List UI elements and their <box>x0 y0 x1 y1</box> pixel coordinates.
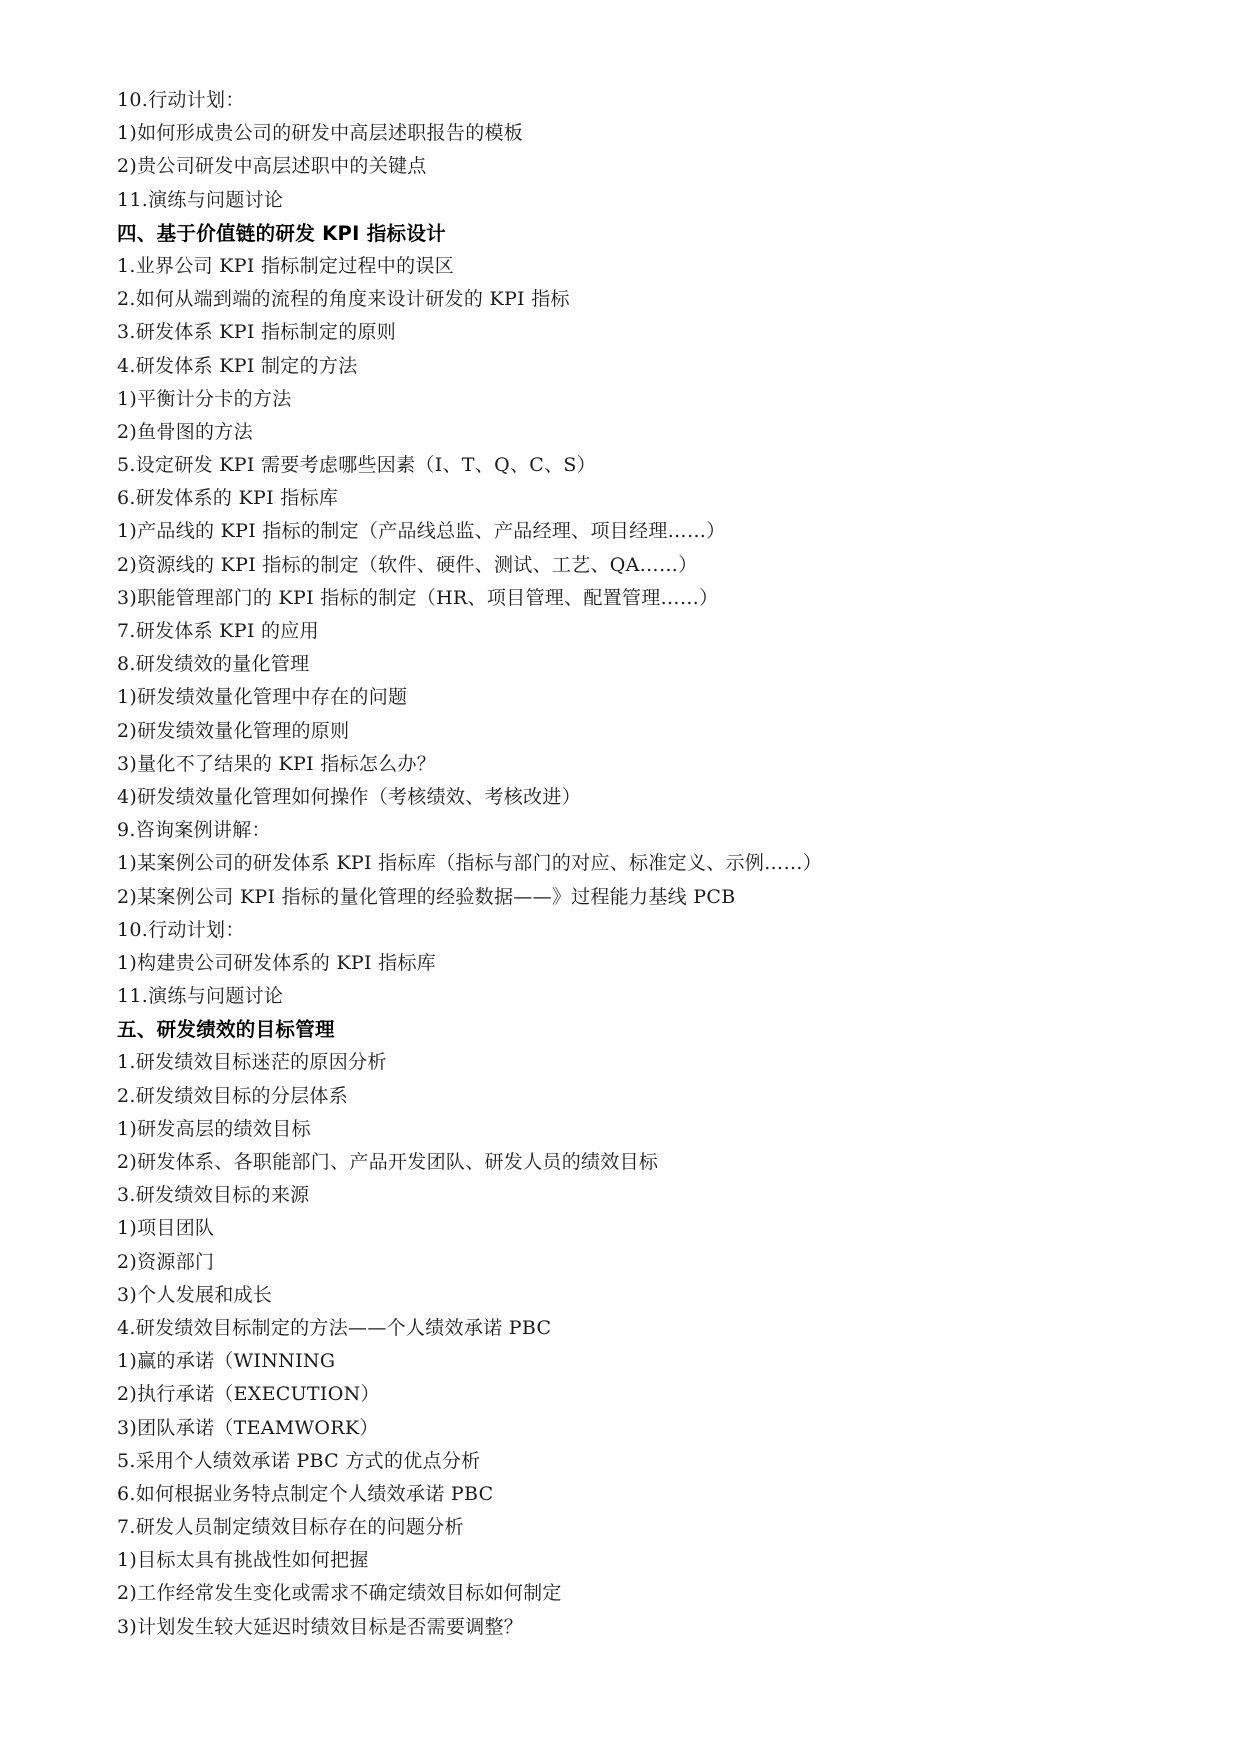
outline-item: 3.研发绩效目标的来源 <box>117 1184 310 1207</box>
outline-item: 3)个人发展和成长 <box>117 1283 273 1306</box>
outline-item: 7.研发体系 KPI 的应用 <box>117 620 319 642</box>
document-page <box>117 84 1127 1644</box>
outline-item: 2)贵公司研发中高层述职中的关键点 <box>117 155 427 178</box>
outline-item: 2)鱼骨图的方法 <box>117 420 253 443</box>
outline-item: 2)某案例公司 KPI 指标的量化管理的经验数据——》过程能力基线 PCB <box>117 885 736 908</box>
outline-item: 2)资源部门 <box>117 1250 215 1273</box>
outline-item: 9.咨询案例讲解： <box>117 819 271 842</box>
section-heading: 四、基于价值链的研发 KPI 指标设计 <box>117 221 446 245</box>
outline-item: 3)职能管理部门的 KPI 指标的制定（HR、项目管理、配置管理……） <box>117 586 719 609</box>
outline-item: 6.研发体系的 KPI 指标库 <box>117 487 339 510</box>
outline-item: 3)计划发生较大延迟时绩效目标是否需要调整？ <box>117 1615 524 1638</box>
outline-item: 1)目标太具有挑战性如何把握 <box>117 1549 369 1572</box>
outline-item: 10.行动计划： <box>117 89 245 111</box>
outline-item: 2.如何从端到端的流程的角度来设计研发的 KPI 指标 <box>117 288 570 311</box>
outline-item: 1)赢的承诺（WINNING <box>117 1350 336 1373</box>
outline-item: 2)研发绩效量化管理的原则 <box>117 719 350 742</box>
outline-item: 1)项目团队 <box>117 1217 215 1240</box>
outline-item: 3)团队承诺（TEAMWORK） <box>117 1416 379 1439</box>
outline-item: 2)工作经常发生变化或需求不确定绩效目标如何制定 <box>117 1582 562 1605</box>
outline-item: 1)某案例公司的研发体系 KPI 指标库（指标与部门的对应、标准定义、示例……） <box>117 852 823 875</box>
outline-item: 1)产品线的 KPI 指标的制定（产品线总监、产品经理、项目经理……） <box>117 520 726 543</box>
outline-item: 4.研发体系 KPI 制定的方法 <box>117 354 358 377</box>
outline-item: 2)执行承诺（EXECUTION） <box>117 1383 380 1406</box>
outline-item: 1.研发绩效目标迷茫的原因分析 <box>117 1051 387 1074</box>
section-heading: 五、研发绩效的目标管理 <box>117 1018 335 1042</box>
outline-item: 1)构建贵公司研发体系的 KPI 指标库 <box>117 951 437 974</box>
outline-item: 6.如何根据业务特点制定个人绩效承诺 PBC <box>117 1482 494 1505</box>
outline-item: 8.研发绩效的量化管理 <box>117 653 310 676</box>
outline-item: 5.设定研发 KPI 需要考虑哪些因素（I、T、Q、C、S） <box>117 454 597 477</box>
outline-item: 3)量化不了结果的 KPI 指标怎么办？ <box>117 752 437 775</box>
outline-item: 2)研发体系、各职能部门、产品开发团队、研发人员的绩效目标 <box>117 1151 659 1173</box>
outline-item: 10.行动计划： <box>117 918 245 941</box>
outline-item: 1)平衡计分卡的方法 <box>117 387 292 410</box>
outline-item: 7.研发人员制定绩效目标存在的问题分析 <box>117 1516 464 1539</box>
outline-item: 4)研发绩效量化管理如何操作（考核绩效、考核改进） <box>117 785 582 808</box>
outline-item: 5.采用个人绩效承诺 PBC 方式的优点分析 <box>117 1449 481 1472</box>
outline-item: 11.演练与问题讨论 <box>117 188 284 211</box>
outline-item: 1.业界公司 KPI 指标制定过程中的误区 <box>117 254 454 277</box>
outline-item: 4.研发绩效目标制定的方法——个人绩效承诺 PBC <box>117 1316 552 1339</box>
outline-item: 1)研发绩效量化管理中存在的问题 <box>117 686 408 709</box>
outline-item: 2.研发绩效目标的分层体系 <box>117 1084 349 1107</box>
outline-item: 11.演练与问题讨论 <box>117 985 284 1008</box>
outline-item: 2)资源线的 KPI 指标的制定（软件、硬件、测试、工艺、QA……） <box>117 553 698 576</box>
outline-item: 3.研发体系 KPI 指标制定的原则 <box>117 321 397 344</box>
outline-item: 1)研发高层的绩效目标 <box>117 1117 311 1140</box>
outline-item: 1)如何形成贵公司的研发中高层述职报告的模板 <box>117 122 524 145</box>
